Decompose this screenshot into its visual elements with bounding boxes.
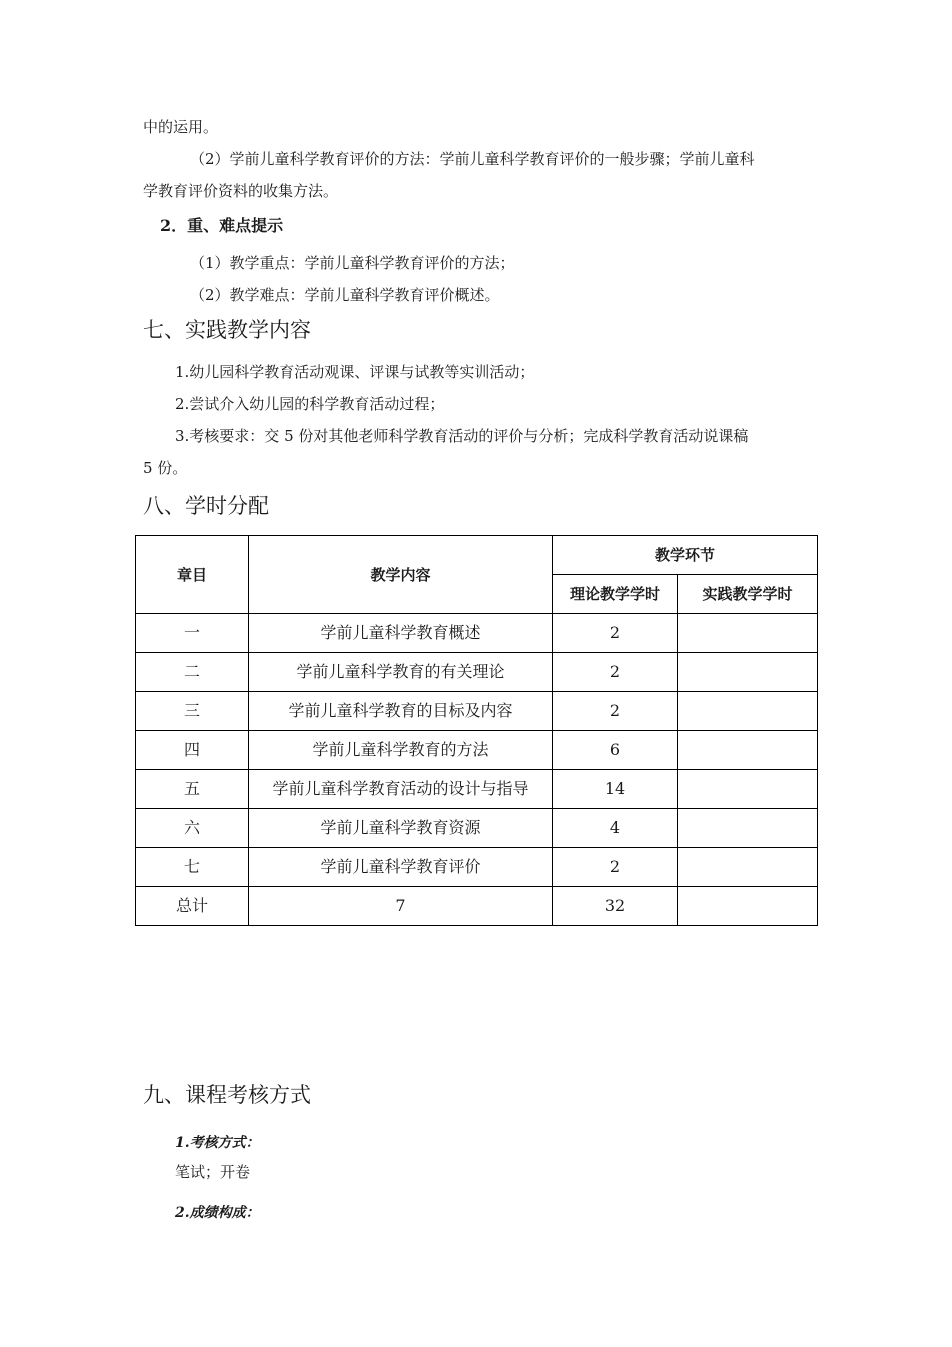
paragraph-line: 中的运用。 <box>143 118 219 136</box>
cell-theory: 6 <box>553 731 678 770</box>
cell-practice <box>678 692 818 731</box>
paragraph-line: （2）学前儿童科学教育评价的方法：学前儿童科学教育评价的一般步骤；学前儿童科 <box>190 150 755 168</box>
cell-chapter: 一 <box>136 614 249 653</box>
cell-practice <box>678 653 818 692</box>
table-row <box>136 614 818 653</box>
table-row <box>136 731 818 770</box>
practice-item-continued: 5 份。 <box>143 459 188 477</box>
table-row <box>136 809 818 848</box>
cell-theory: 14 <box>553 770 678 809</box>
cell-content: 学前儿童科学教育资源 <box>249 809 553 848</box>
cell-content: 学前儿童科学教育概述 <box>249 614 553 653</box>
cell-practice <box>678 614 818 653</box>
cell-practice <box>678 770 818 809</box>
key-point-item: （2）教学难点：学前儿童科学教育评价概述。 <box>190 286 500 304</box>
cell-content: 学前儿童科学教育的有关理论 <box>249 653 553 692</box>
cell-practice <box>678 809 818 848</box>
cell-theory: 2 <box>553 653 678 692</box>
table-row <box>136 848 818 887</box>
practice-item: 1.幼儿园科学教育活动观课、评课与试教等实训活动； <box>175 363 535 381</box>
practice-item: 2.尝试介入幼儿园的科学教育活动过程； <box>175 395 445 413</box>
cell-practice <box>678 848 818 887</box>
key-points-heading: 2．重、难点提示 <box>160 216 284 235</box>
header-teaching-phase: 教学环节 <box>553 536 818 575</box>
cell-theory: 2 <box>553 692 678 731</box>
header-chapter: 章目 <box>136 536 249 614</box>
cell-chapter: 五 <box>136 770 249 809</box>
table-row <box>136 770 818 809</box>
cell-chapter: 七 <box>136 848 249 887</box>
key-point-item: （1）教学重点：学前儿童科学教育评价的方法； <box>190 254 515 272</box>
header-content: 教学内容 <box>249 536 553 614</box>
section-heading: 八、学时分配 <box>143 494 269 518</box>
cell-content: 学前儿童科学教育的目标及内容 <box>249 692 553 731</box>
cell-content: 学前儿童科学教育的方法 <box>249 731 553 770</box>
section-heading: 七、实践教学内容 <box>143 318 311 342</box>
header-practice-hours: 实践教学学时 <box>678 575 818 614</box>
cell-content: 学前儿童科学教育活动的设计与指导 <box>249 770 553 809</box>
cell-practice <box>678 731 818 770</box>
header-theory-hours: 理论教学学时 <box>553 575 678 614</box>
cell-chapter: 六 <box>136 809 249 848</box>
cell-content: 学前儿童科学教育评价 <box>249 848 553 887</box>
cell-chapter: 三 <box>136 692 249 731</box>
cell-total-practice <box>678 887 818 926</box>
cell-theory: 2 <box>553 614 678 653</box>
cell-theory: 2 <box>553 848 678 887</box>
table-row <box>136 692 818 731</box>
section-heading: 九、课程考核方式 <box>143 1083 311 1107</box>
cell-theory: 4 <box>553 809 678 848</box>
assessment-method-text: 笔试；开卷 <box>175 1163 251 1181</box>
assessment-method-heading: 1.考核方式： <box>175 1135 260 1151</box>
cell-total-theory: 32 <box>553 887 678 926</box>
grade-composition-heading: 2.成绩构成： <box>175 1205 260 1221</box>
table-row <box>136 653 818 692</box>
paragraph-line: 学教育评价资料的收集方法。 <box>143 182 339 200</box>
practice-item: 3.考核要求：交 5 份对其他老师科学教育活动的评价与分析；完成科学教育活动说课稿 <box>175 427 749 445</box>
cell-total-label: 总计 <box>136 887 249 926</box>
cell-chapter: 四 <box>136 731 249 770</box>
credit-hours-table <box>135 535 818 926</box>
table-total-row <box>136 887 818 926</box>
cell-total-content: 7 <box>249 887 553 926</box>
cell-chapter: 二 <box>136 653 249 692</box>
